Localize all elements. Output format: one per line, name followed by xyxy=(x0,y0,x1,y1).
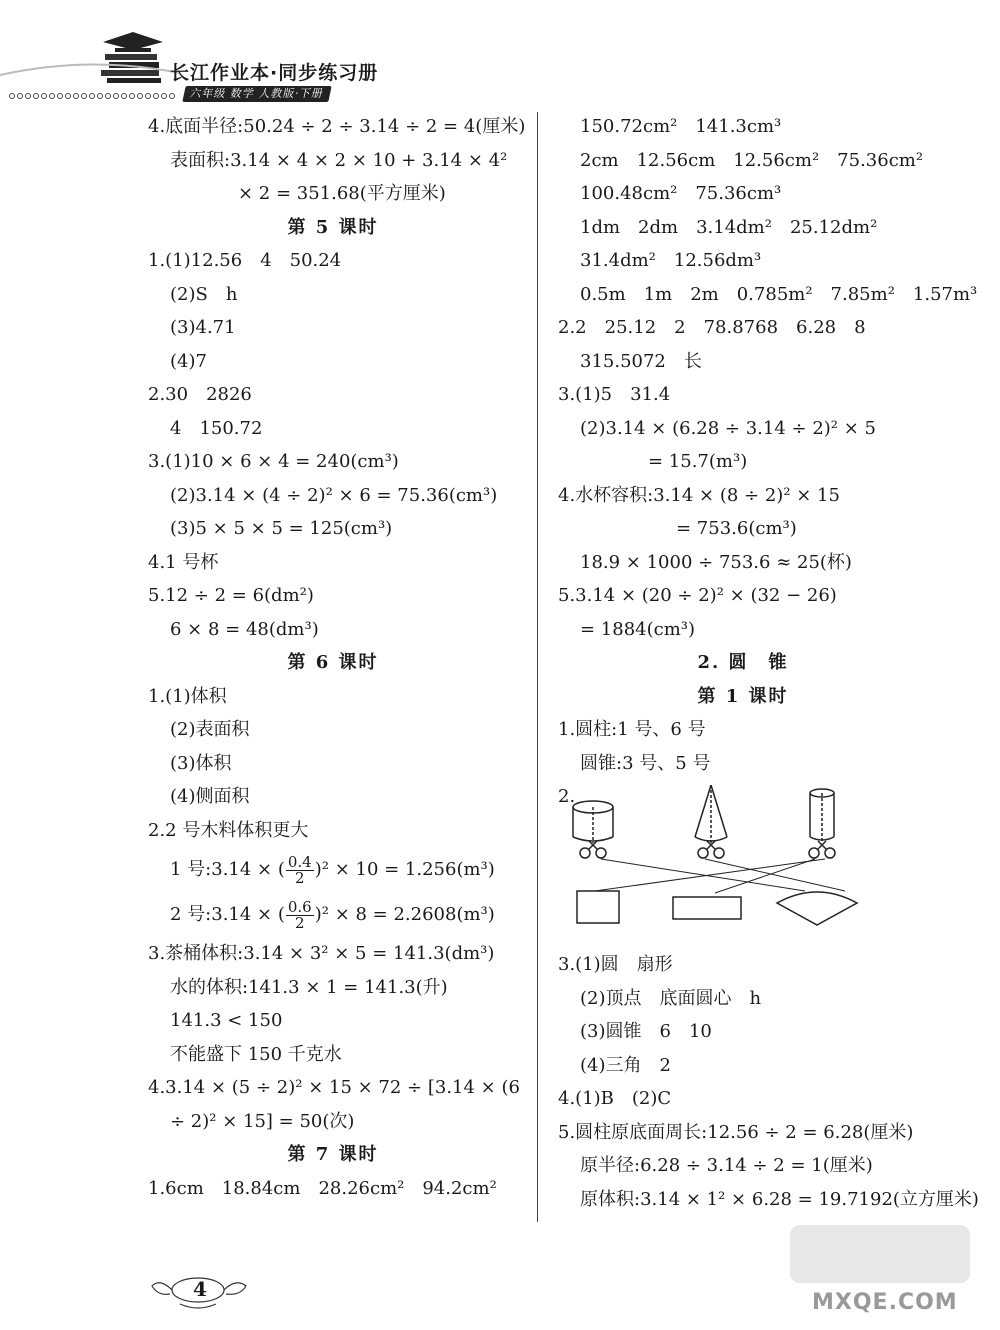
answer-line: 2.30 2826 xyxy=(148,384,252,405)
answer-line: 4.3.14 × (5 ÷ 2)² × 15 × 72 ÷ [3.14 × (6 xyxy=(148,1077,520,1098)
answer-line: 3.(1)10 × 6 × 4 = 240(cm³) xyxy=(148,451,399,472)
answer-line: 100.48cm² 75.36cm³ xyxy=(580,183,782,204)
answer-line: 4.1 号杯 xyxy=(148,551,219,573)
fraction xyxy=(286,897,314,932)
fraction-denominator: 2 xyxy=(295,868,305,887)
answer-line: 5.圆柱原底面周长:12.56 ÷ 2 = 6.28(厘米) xyxy=(558,1121,914,1143)
answer-line: 原半径:6.28 ÷ 3.14 ÷ 2 = 1(厘米) xyxy=(580,1155,873,1176)
matching-lines xyxy=(595,859,845,893)
long-rectangle-shape xyxy=(673,897,741,919)
answer-line: (3)体积 xyxy=(170,752,232,774)
answer-line: (2)表面积 xyxy=(170,719,250,740)
answer-line: 1.(1)12.56 4 50.24 xyxy=(148,250,342,271)
answer-line: (4)三角 2 xyxy=(580,1054,671,1076)
answer-line: 18.9 × 1000 ÷ 753.6 ≈ 25(杯) xyxy=(580,551,852,573)
answer-line: ÷ 2)² × 15] = 50(次) xyxy=(170,1110,355,1132)
scissors-icon xyxy=(698,841,724,858)
answer-line: 水的体积:141.3 × 1 = 141.3(升) xyxy=(170,976,448,998)
rectangle-shape xyxy=(577,891,619,923)
answer-line: 5.3.14 × (20 ÷ 2)² × (32 − 26) xyxy=(558,585,837,606)
answer-line: 4 150.72 xyxy=(170,417,263,439)
fraction-line-prefix: 1 号:3.14 × ( xyxy=(170,859,285,880)
book-title: 长江作业本·同步练习册 xyxy=(170,62,379,84)
fraction-numerator: 0.4 xyxy=(287,852,312,871)
page-number: 4 xyxy=(193,1277,207,1301)
answer-line: = 1884(cm³) xyxy=(580,618,696,640)
column-divider xyxy=(537,112,538,1222)
answer-line: 1.(1)体积 xyxy=(148,685,227,707)
section-heading: 第 6 课时 xyxy=(287,652,379,673)
header-swoosh-icon xyxy=(0,55,180,85)
fraction xyxy=(286,852,314,887)
right-column xyxy=(558,110,978,1216)
answer-line: (2)顶点 底面圆心 h xyxy=(580,987,762,1009)
answer-line: 315.5072 长 xyxy=(580,350,702,372)
book-subtitle: 六年级 数学 人教版·下册 xyxy=(182,86,331,102)
answer-line: 31.4dm² 12.56dm³ xyxy=(580,250,762,271)
cylinder-icon xyxy=(573,801,613,843)
answer-line: (2)S h xyxy=(170,283,238,305)
scissors-icon xyxy=(809,841,835,858)
answer-line: 2cm 12.56cm 12.56cm² 75.36cm² xyxy=(580,149,924,171)
fraction-line-prefix: 2 号:3.14 × ( xyxy=(170,904,285,925)
answer-line: 圆锥:3 号、5 号 xyxy=(580,752,711,774)
sector-shape xyxy=(777,892,857,925)
answer-line: 141.3 < 150 xyxy=(170,1010,283,1031)
answer-line: 4.水杯容积:3.14 × (8 ÷ 2)² × 15 xyxy=(558,484,840,506)
matching-figure xyxy=(555,785,935,935)
answer-line: 4.(1)B (2)C xyxy=(558,1088,672,1109)
answer-line: = 753.6(cm³) xyxy=(676,518,797,539)
answer-line: (2)3.14 × (4 ÷ 2)² × 6 = 75.36(cm³) xyxy=(170,484,498,506)
answer-line: 3.(1)圆 扇形 xyxy=(558,954,673,975)
scissors-icon xyxy=(580,841,606,858)
fraction-line-suffix: )² × 10 = 1.256(m³) xyxy=(314,859,495,880)
watermark-logo-icon xyxy=(780,1205,980,1295)
answer-line: 2.2 号木料体积更大 xyxy=(148,819,309,841)
answer-line: 2.2 25.12 2 78.8768 6.28 8 xyxy=(558,317,866,338)
answer-line: 1.6cm 18.84cm 28.26cm² 94.2cm² xyxy=(148,1177,497,1199)
section-heading: 2. 圆 锥 xyxy=(697,652,789,673)
watermark-text: MXQE.COM xyxy=(812,1290,958,1315)
tall-cylinder-icon xyxy=(810,789,834,843)
answer-line: 0.5m 1m 2m 0.785m² 7.85m² 1.57m³ xyxy=(580,283,978,305)
header-dots-icon xyxy=(8,92,183,100)
answer-line-fraction-2 xyxy=(148,892,528,937)
section-heading: 第 5 课时 xyxy=(287,216,379,238)
answer-line: 150.72cm² 141.3cm³ xyxy=(580,116,782,137)
answer-line: (4)侧面积 xyxy=(170,786,250,807)
answer-line: 5.12 ÷ 2 = 6(dm²) xyxy=(148,585,314,606)
answer-line: 4.底面半径:50.24 ÷ 2 ÷ 3.14 ÷ 2 = 4(厘米) xyxy=(148,116,526,137)
answer-line: (3)4.71 xyxy=(170,317,236,338)
answer-line: 表面积:3.14 × 4 × 2 × 10 + 3.14 × 4² xyxy=(170,149,508,171)
answer-line: × 2 = 351.68(平方厘米) xyxy=(238,183,446,204)
answer-line: (3)5 × 5 × 5 = 125(cm³) xyxy=(170,518,393,539)
answer-line: (2)3.14 × (6.28 ÷ 3.14 ÷ 2)² × 5 xyxy=(580,417,876,439)
answer-line: 原体积:3.14 × 1² × 6.28 = 19.7192(立方厘米) xyxy=(580,1188,979,1210)
section-heading: 第 7 课时 xyxy=(287,1144,379,1165)
left-column xyxy=(148,110,528,1205)
section-heading: 第 1 课时 xyxy=(697,685,789,707)
answer-line: 3.茶桶体积:3.14 × 3² × 5 = 141.3(dm³) xyxy=(148,943,495,964)
cone-icon xyxy=(695,785,727,843)
answer-line: (3)圆锥 6 10 xyxy=(580,1021,712,1042)
answer-line: 3.(1)5 31.4 xyxy=(558,384,671,405)
answer-line: 6 × 8 = 48(dm³) xyxy=(170,618,319,640)
figure-question-label: 2. xyxy=(558,786,576,807)
answer-line: (4)7 xyxy=(170,350,207,372)
page-header xyxy=(0,0,1000,110)
answer-line-fraction-1 xyxy=(148,847,528,892)
answer-line: = 15.7(m³) xyxy=(648,451,748,472)
answer-line: 1.圆柱:1 号、6 号 xyxy=(558,719,706,740)
fraction-denominator: 2 xyxy=(295,913,305,932)
answer-line: 1dm 2dm 3.14dm² 25.12dm² xyxy=(580,216,878,238)
fraction-line-suffix: )² × 8 = 2.2608(m³) xyxy=(314,904,495,925)
fraction-numerator: 0.6 xyxy=(287,897,312,916)
answer-line: 不能盛下 150 千克水 xyxy=(170,1043,342,1065)
